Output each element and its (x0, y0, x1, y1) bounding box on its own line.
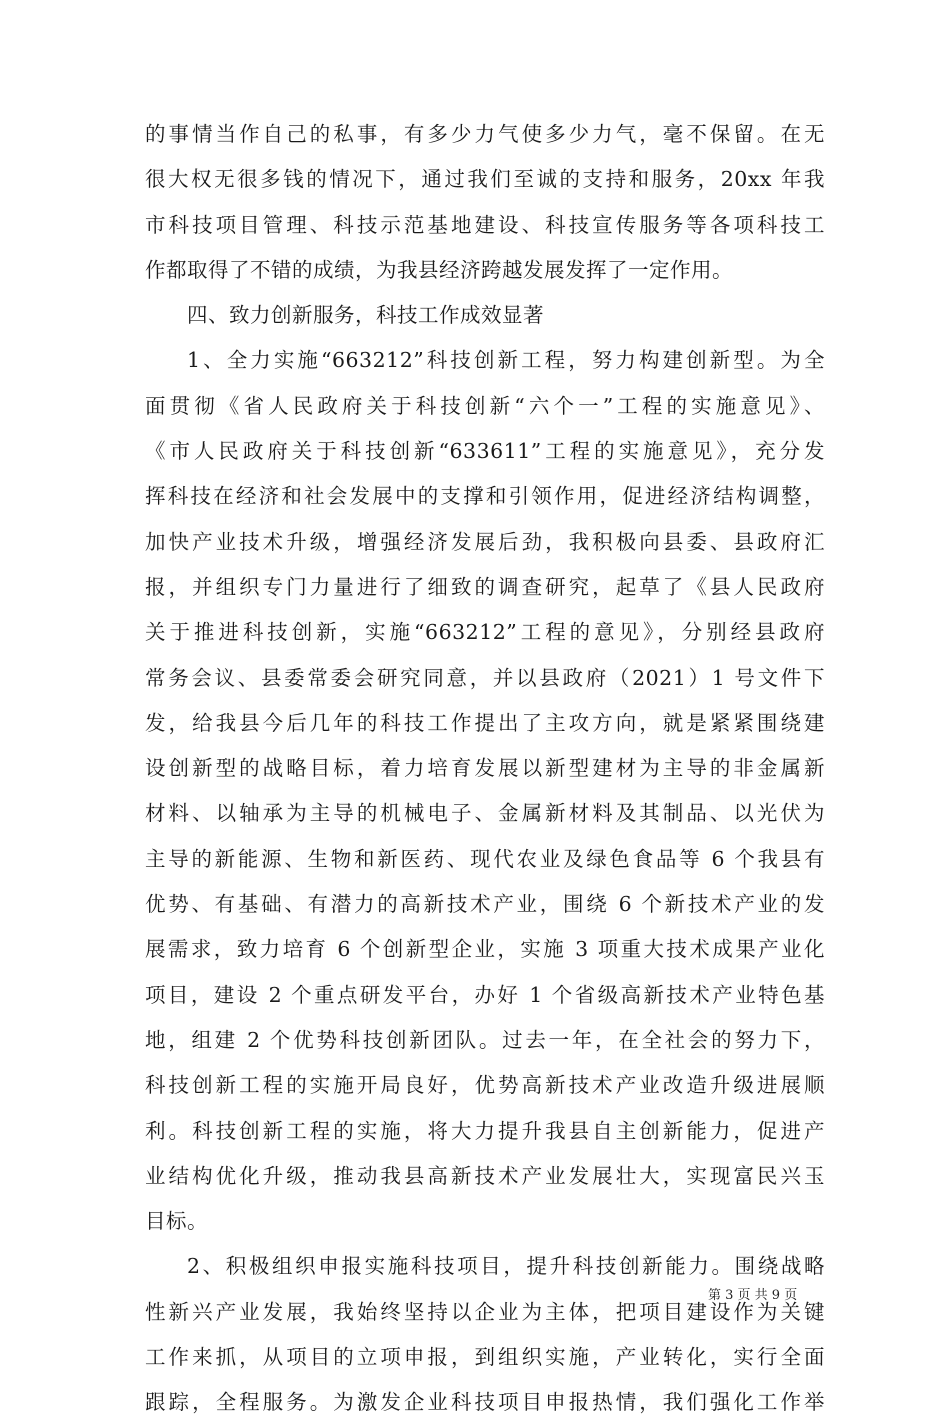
text-line: 2、积极组织申报实施科技项目，提升科技创新能力。围绕战略 (187, 1254, 825, 1279)
text-line: 关于推进科技创新，实施“663212”工程的意见》，分别经县政府 (145, 620, 825, 645)
text-line: 市科技项目管理、科技示范基地建设、科技宣传服务等各项科技工 (145, 212, 825, 237)
text-line: 项目，建设 2 个重点研发平台，办好 1 个省级高新技术产业特色基 (145, 982, 825, 1007)
text-line: 目标。 (145, 1209, 208, 1234)
text-line: 的事情当作自己的私事，有多少力气使多少力气，毫不保留。在无 (145, 122, 825, 146)
text-line: 主导的新能源、生物和新医药、现代农业及绿色食品等 6 个我县有 (145, 846, 825, 871)
text-line: 科技创新工程的实施开局良好，优势高新技术产业改造升级进展顺 (145, 1073, 825, 1098)
text-line: 地，组建 2 个优势科技创新团队。过去一年，在全社会的努力下， (145, 1027, 825, 1052)
text-line: 材料、以轴承为主导的机械电子、金属新材料及其制品、以光伏为 (145, 801, 825, 826)
text-line: 四、致力创新服务，科技工作成效显著 (187, 303, 544, 328)
text-line: 1、全力实施“663212”科技创新工程，努力构建创新型。为全 (187, 348, 825, 373)
text-line: 性新兴产业发展，我始终坚持以企业为主体，把项目建设作为关键 (145, 1299, 825, 1324)
text-line: 工作来抓，从项目的立项申报，到组织实施，产业转化，实行全面 (145, 1345, 825, 1370)
text-line: 设创新型的战略目标，着力培育发展以新型建材为主导的非金属新 (145, 756, 825, 781)
text-line: 利。科技创新工程的实施，将大力提升我县自主创新能力，促进产 (145, 1118, 825, 1143)
text-line: 报，并组织专门力量进行了细致的调查研究，起草了《县人民政府 (145, 574, 825, 599)
text-line: 作都取得了不错的成绩，为我县经济跨越发展发挥了一定作用。 (145, 257, 733, 282)
text-line: 发，给我县今后几年的科技工作提出了主攻方向，就是紧紧围绕建 (145, 710, 825, 735)
text-line: 展需求，致力培育 6 个创新型企业，实施 3 项重大技术成果产业化 (145, 937, 825, 962)
text-line: 优势、有基础、有潜力的高新技术产业，围绕 6 个新技术产业的发 (145, 892, 825, 917)
text-line: 加快产业技术升级，增强经济发展后劲，我积极向县委、县政府汇 (145, 529, 825, 554)
text-line: 面贯彻《省人民政府关于科技创新“六个一”工程的实施意见》、 (145, 393, 825, 418)
text-line: 很大权无很多钱的情况下，通过我们至诚的支持和服务，20xx 年我 (145, 167, 825, 192)
text-line: 常务会议、县委常委会研究同意，并以县政府（2021）1 号文件下 (145, 665, 825, 690)
body-text (145, 112, 825, 1426)
text-line: 业结构优化升级，推动我县高新技术产业发展壮大，实现富民兴玉 (145, 1163, 825, 1188)
page-number: 第 3 页 共 9 页 (708, 1288, 798, 1303)
text-line: 《市人民政府关于科技创新“633611”工程的实施意见》，充分发 (145, 439, 825, 464)
text-line: 挥科技在经济和社会发展中的支撑和引领作用，促进经济结构调整， (145, 484, 825, 509)
text-line: 跟踪，全程服务。为激发企业科技项目申报热情，我们强化工作举 (145, 1390, 825, 1415)
